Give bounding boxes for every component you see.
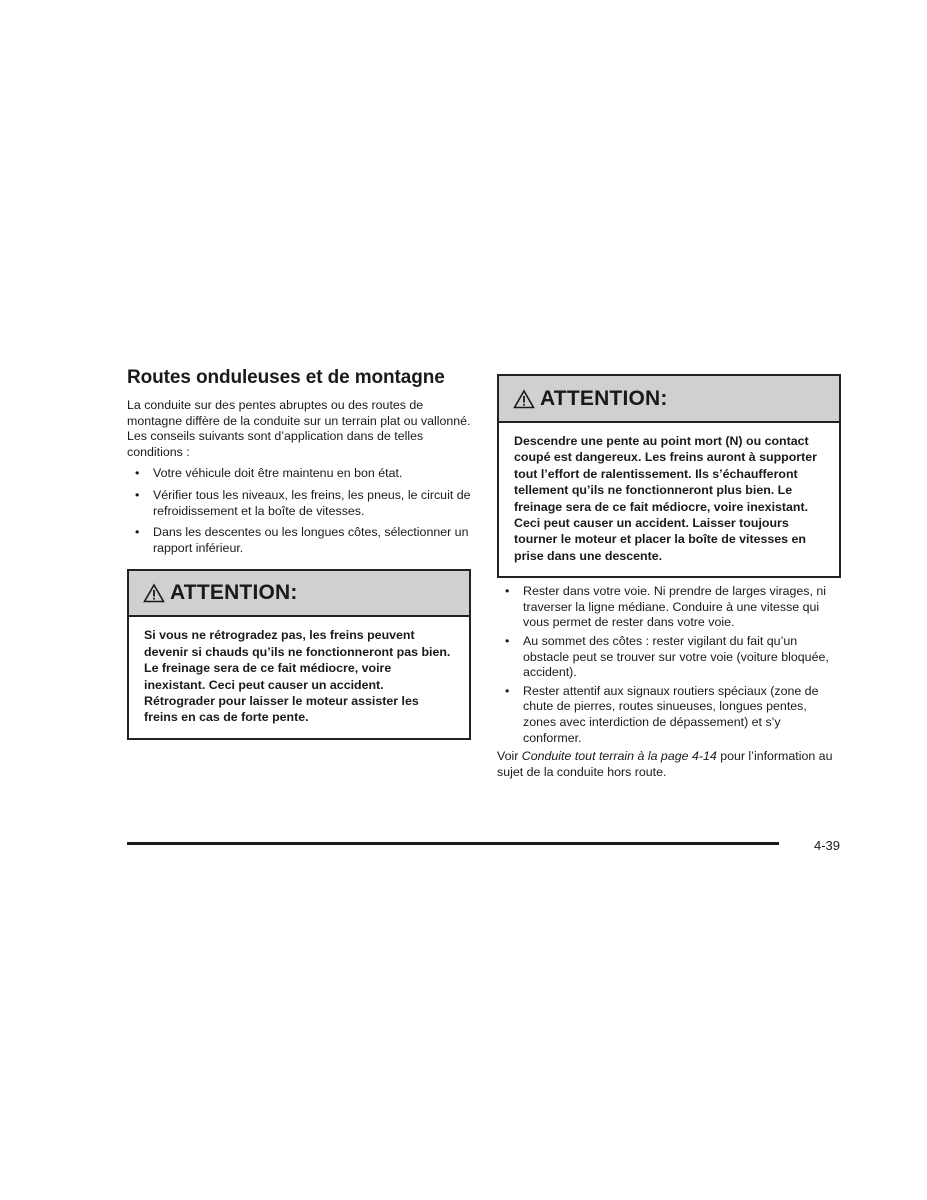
warning-header — [499, 376, 839, 423]
list-item-text: Au sommet des côtes : rester vigilant du fait qu’un obstacle peut se trouver sur votre voie (voiture bloquée, accident). — [523, 634, 829, 680]
tips-list — [127, 466, 471, 556]
list-item — [497, 584, 841, 631]
cross-reference-paragraph — [497, 749, 841, 780]
warning-title: ATTENTION: — [170, 581, 298, 605]
warning-triangle-icon — [513, 389, 535, 409]
list-item — [497, 684, 841, 746]
bullet-glyph: • — [135, 525, 140, 540]
warning-text: Si vous ne rétrogradez pas, les freins peuvent devenir si chauds qu’ils ne fonctionneront pas bien. Le freinage sera de ce fait médiocre, voire inexistant. Ceci peut causer un accident. Rétrograder pour laisser le moteur assister les freins en cas de forte pente. — [144, 628, 451, 725]
list-item — [497, 634, 841, 681]
list-item-text: Rester attentif aux signaux routiers spéciaux (zone de chute de pierres, routes sinueuses, longues pentes, zones avec interdiction de dépassement) et s’y conformer. — [523, 683, 819, 745]
footer-rule — [127, 842, 779, 845]
warning-box-neutral — [497, 374, 841, 578]
list-item — [127, 488, 471, 519]
warning-box-downshift — [127, 569, 471, 739]
list-item-text: Dans les descentes ou les longues côtes, sélectionner un rapport inférieur. — [153, 525, 469, 555]
see-prefix: Voir — [497, 749, 522, 764]
list-item — [127, 525, 471, 556]
bullet-glyph: • — [505, 634, 510, 649]
see-suffix: pour l’information au sujet de la conduite hors route. — [497, 749, 833, 779]
list-item-text: Votre véhicule doit être maintenu en bon état. — [153, 466, 403, 481]
list-item — [127, 466, 471, 482]
warning-title: ATTENTION: — [540, 386, 668, 410]
warning-triangle-icon — [143, 583, 165, 603]
page-number: 4-39 — [814, 838, 841, 853]
driving-tips-list — [497, 584, 841, 746]
left-column — [127, 366, 471, 740]
list-item-text: Rester dans votre voie. Ni prendre de larges virages, ni traverser la ligne médiane. Conduire à une vitesse qui vous permet de rester dans votre voie. — [523, 584, 827, 630]
bullet-glyph: • — [135, 466, 140, 481]
right-column — [497, 374, 841, 793]
bullet-glyph: • — [505, 683, 510, 698]
list-item-text: Vérifier tous les niveaux, les freins, les pneus, le circuit de refroidissement et la boîte de vitesses. — [153, 487, 471, 518]
cross-reference-link[interactable]: Conduite tout terrain à la page 4-14 — [521, 749, 717, 764]
bullet-glyph: • — [505, 584, 510, 599]
warning-text: Descendre une pente au point mort (N) ou contact coupé est dangereux. Les freins auront à supporter tout l’effort de ralentissement. Ils s’échaufferont tellement qu’ils ne fonctionneront plus bien. Le freinage sera de ce fait médiocre, voire inexistant. Ceci peut causer un accident. Laisser toujours tourner le moteur et placer la boîte de vitesses en prise dans une descente. — [514, 434, 817, 563]
bullet-glyph: • — [135, 487, 140, 502]
warning-header — [129, 571, 469, 617]
intro-paragraph: La conduite sur des pentes abruptes ou des routes de montagne diffère de la conduite sur un terrain plat ou vallonné. Les conseils suivants sont d’application dans de telles conditions : — [127, 398, 471, 459]
section-title: Routes onduleuses et de montagne — [127, 367, 445, 388]
